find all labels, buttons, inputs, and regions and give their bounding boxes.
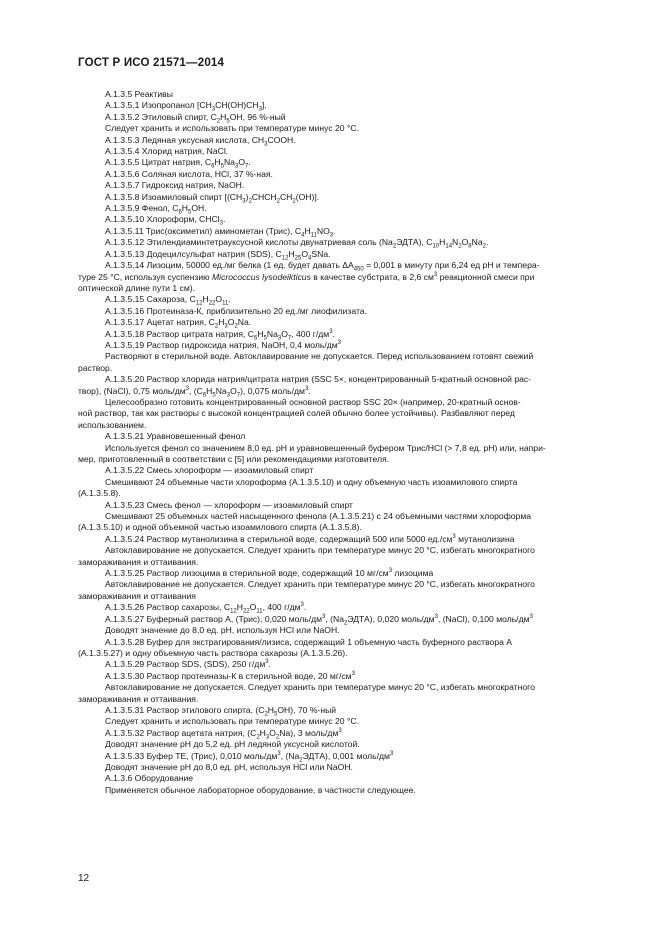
text-line: A.1.3.5.5 Цитрат натрия, $C_6H_5Na_3O_7$. [105, 157, 251, 171]
text-line: A.1.3.5.7 Гидроксид натрия, NaOH. [105, 180, 245, 191]
text-line: A.1.3.5.2 Этиловый спирт, $C_2H_5OH$, 96 %-ный [105, 111, 286, 125]
text-line: Доводят значение до 8,0 ед. pH, используя HCl или NaOH. [105, 625, 340, 636]
text-line: Применяется обычное лабораторное оборудование, в частности следующее. [105, 784, 416, 795]
text-line: A.1.3.5.21 Уравновешенный фенол [105, 431, 246, 442]
text-line: A.1.3.5.27 Буферный раствор А, (Трис), 0,020 моль/$дм^3$, $(Na_2ЭДТА)$, 0,020 моль/$дм^3$, (NaCl), 0,100 моль/$дм^3$ [105, 613, 533, 627]
text-line: Смешивают 25 объемных частей насыщенного фенола (A.1.3.5.21) с 24 объемными частями хлороформа [105, 511, 532, 522]
text-line: (A.1.3.5.27) и одну объемную часть раствора сахарозы (A.1.3.5.26). [78, 647, 348, 658]
text-line: A.1.3.5.17 Ацетат натрия, $C_2H_3O_2Na$. [105, 317, 252, 330]
text-line: мер, приготовленный в соответствии с [5] или рекомендациями изготовителя. [78, 454, 390, 464]
text-line: A.1.3.5.11 Трис(оксиметил) аминометан (Трис), $C_4H_{11}NO_3$. [105, 225, 336, 239]
text-line: A.1.3.6 Оборудование [105, 773, 194, 784]
text-line: Автоклавирование не допускается. Следует хранить при температуре минус 20 °С, избегать многократного [105, 545, 535, 556]
text-line: замораживания и оттаивания [78, 590, 196, 601]
text-line: A.1.3.5.15 Сахароза, $C_{12}H_{22}O_{11}$. [105, 294, 231, 308]
page-number: 12 [78, 873, 90, 884]
text-line: A.1.3.5.25 Раствор лизоцима в стерильной воде, содержащий 10 $мг/см^3$ лизоцима [105, 568, 434, 579]
text-line: замораживания и оттаивания. [78, 693, 199, 704]
text-line: Доводят значение pH до 5,2 ед. pH ледяной уксусной кислотой. [105, 739, 360, 750]
text-line: A.1.3.5.8 Изоамиловый спирт $[(CH_3)_2CHCH_2CH_2(OH)]$. [105, 191, 320, 205]
text-line: A.1.3.5.1 Изопропанол $[CH_3CH(OH)CH_3]$. [105, 100, 267, 114]
text-line: A.1.3.5.19 Раствор гидроксида натрия, NaOH, 0,4 моль/$дм^3$ [105, 339, 341, 350]
text-line: A.1.3.5.24 Раствор мутанолизина в стерильной воде, содержащий 500 или 5000 $ед./см^3$ мутанолизина [105, 533, 515, 544]
text-line: (A.1.3.5.10) и одной объемной частью изоамилового спирта (A.1.3.5.8). [78, 522, 362, 533]
text-line: Доводят значение pH до 8,0 ед. pH, используя HCl или NaOH. [105, 761, 353, 772]
text-line: A.1.3.5.26 Раствор сахарозы, $C_{12}H_{22}O_{11}$, 400 $г/дм^3$. [105, 602, 307, 615]
text-line: A.1.3.5.18 Раствор цитрата натрия, $C_6H_5Na_3O_7$, 400 $г/дм^3$. [105, 328, 335, 342]
text-line: Автоклавирование не допускается. Следует хранить при температуре минус 20 °С, избегать многократного [105, 682, 535, 693]
text-line: A.1.3.5.28 Буфер для экстрагирования/лизиса, содержащий 1 объемную часть буферного раствора А [105, 636, 513, 647]
text-line: Целесообразно готовить концентрированный основной раствор SSC 20× (например, 20-кратный основ- [105, 396, 521, 407]
text-line: A.1.3.5.29 Раствор SDS, (SDS), 250 $г/дм^3$. [105, 659, 271, 670]
text-line: A.1.3.5.23 Смесь фенол — хлороформ — изоамиловый спирт [105, 499, 353, 510]
text-line: A.1.3.5.12 Этилендиаминтетрауксусной кислоты двунатриевая соль $(Na_2ЭДТА)$, $C_{10}H_{14}N_2O_8Na_2$. [105, 237, 489, 250]
text-line: Используется фенол со значением 8,0 ед. pH и уравновешенный буфером Трис/HCl (> 7,8 ед. pH) или, напри- [105, 442, 546, 453]
text-line: Смешивают 24 объемные части хлороформа (A.1.3.5.10) и одну объемную часть изоамилового спирта [105, 476, 518, 487]
text-line: замораживания и оттаивания. [78, 556, 199, 567]
text-line: A.1.3.5.4 Хлорид натрия, NaCl. [105, 146, 229, 157]
text-line: твор), (NaCl), 0,75 моль/$дм^3$, $(C_6H_5Na_3O_7)$, 0,075 моль/$дм^3$. [78, 385, 311, 399]
text-line: использованием. [78, 419, 147, 430]
text-line: A.1.3.5.10 Хлороформ, CHCl$_3$. [105, 214, 226, 228]
text-line: A.1.3.5.6 Соляная кислота, HCl, 37 %-ная. [105, 168, 273, 179]
text-line: ной раствор, так как растворы с высокой концентрацией солей обычно более устойчивы). Разбавляют перед [78, 408, 515, 419]
text-line: A.1.3.5.20 Раствор хлорида натрия/цитрата натрия (SSC 5×, концентрированный 5-кратный основной рас- [105, 374, 532, 385]
text-line: A.1.3.5.22 Смесь хлороформ — изоамиловый спирт [105, 465, 314, 476]
text-line: A.1.3.5.30 Раствор протеиназы-К в стерильной воде, 20 $мг/см^3$ [105, 670, 355, 681]
text-line: A.1.3.5.3 Ледяная уксусная кислота, $CH_3COOH$. [105, 134, 296, 148]
text-line: A.1.3.5.13 Додецилсульфат натрия (SDS), $C_{12}H_{25}O_4SNa$. [105, 248, 331, 262]
text-line: A.1.3.5.9 Фенол, $C_6H_5OH$. [105, 203, 207, 216]
document-header: ГОСТ Р ИСО 21571—2014 [78, 57, 225, 69]
text-line: A.1.3.5.32 Раствор ацетата натрия, $(C_2H_3O_2Na)$, 3 моль/$дм^3$ [105, 727, 342, 741]
text-line: A.1.3.5.33 Буфер ТЕ, (Трис), 0,010 моль/$дм^3$, $(Na_2ЭДТА)$, 0,001 моль/$дм^3$ [105, 750, 394, 764]
text-line: A.1.3.5.14 Лизоцим, 50000 ед./мг белка (1 ед. будет давать $\Delta A_{450} = 0,001$ в минуту при 6,24 ед pH и темпера- [105, 260, 540, 273]
text-line: раствор. [78, 362, 113, 373]
text-line: A.1.3.5 Реактивы [105, 89, 173, 99]
text-line: Автоклавирование не допускается. Следует хранить при температуре минус 20 °С, избегать многократного [105, 579, 535, 590]
text-line: A.1.3.5.31 Раствор этилового спирта, $(C_2H_5OH)$, 70 %-ный [105, 704, 337, 718]
text-line: Следует хранить и использовать при температуре минус 20 °С. [105, 123, 359, 134]
text-line: оптической длине пути 1 см). [78, 282, 195, 293]
text-line: A.1.3.5.16 Протеиназа-К, приблизительно 20 ед./мг лиофилизата. [105, 305, 367, 316]
document-body [78, 89, 593, 796]
text-line: туре 25 °С, используя суспензию Micrococcus lysodeikticus в качестве субстрата, в 2,6 $см^3$ реакционной смеси при [78, 271, 535, 282]
text-line: Растворяют в стерильной воде. Автоклавирование не допускается. Перед использованием готовят свежий [105, 351, 534, 362]
text-line: (A.1.3.5.8). [78, 488, 121, 499]
text-line: Следует хранить и использовать при температуре минус 20 °С. [105, 716, 359, 727]
